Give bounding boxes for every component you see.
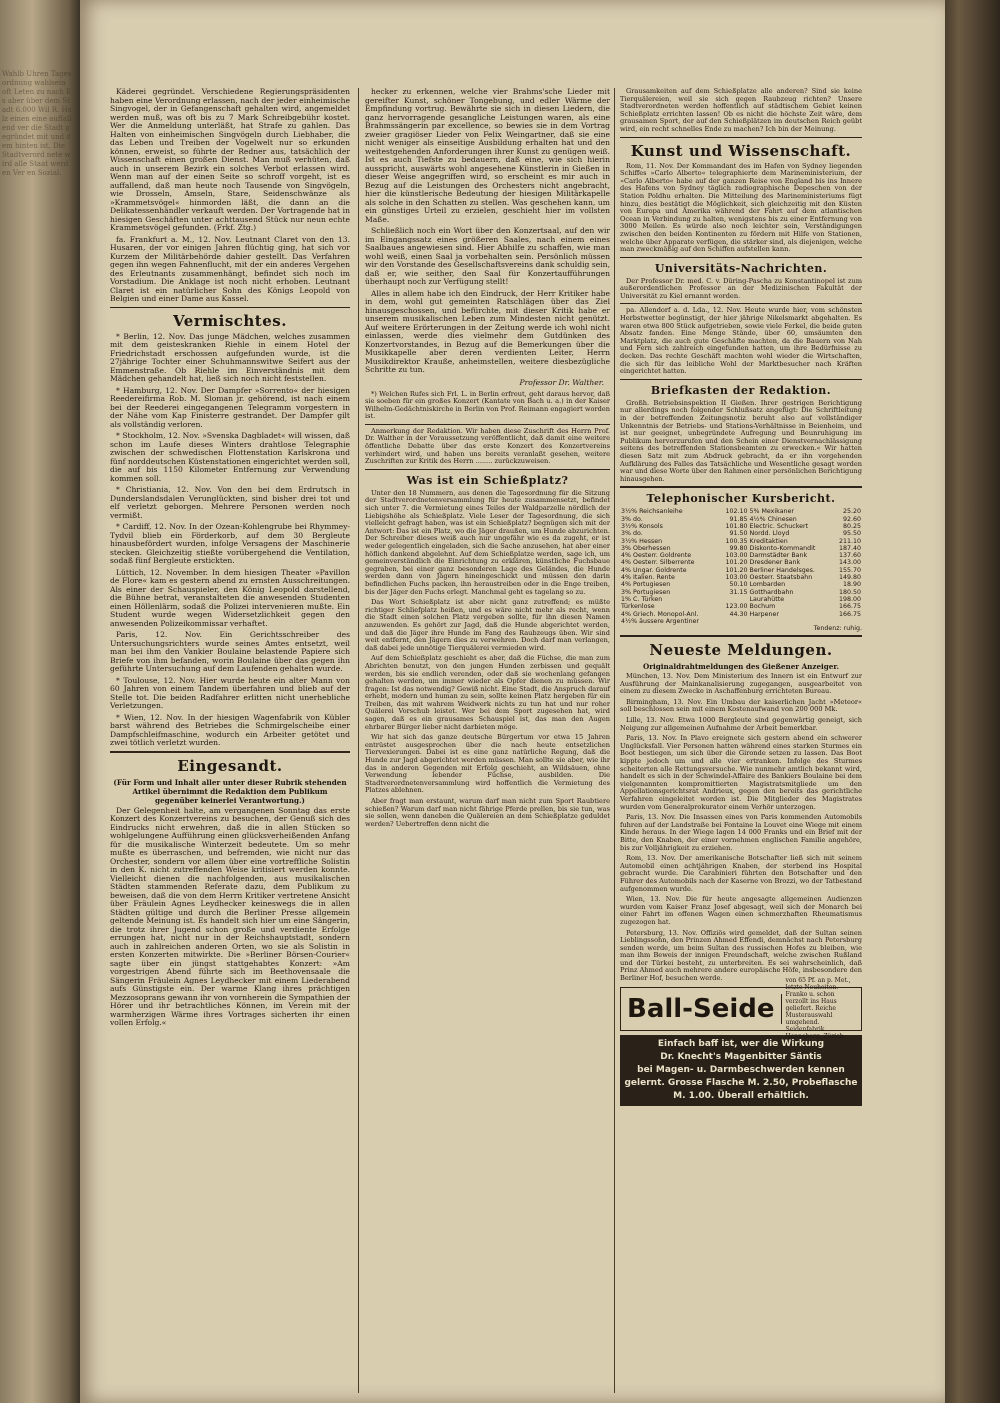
- article-paragraph: Wir hat sich das ganze deutsche Bürgertum vor etwa 15 Jahren entrüstet ausgesprochen über die nach heute entsetzlichen Tiervexierungen. Dabei ist es eine ganz natürliche Regung, daß die Hunde zur Jagd abgerichtet werden müssen. Man sollte sie aber, wie ihr das in anderen Gegenden mit Erfolg geschieht, an Wildsäuen, ohne Verwendung lebender Füchse, ausbilden. Die Stadtverordnetenversammlung wird hoffentlich die Vermietung des Platzes ablehnen.: [365, 733, 610, 795]
- stock-table: [620, 508, 862, 625]
- stock-price: 100.35: [725, 537, 748, 545]
- stock-row: [620, 552, 862, 559]
- stock-row: [620, 559, 862, 566]
- news-item: * Hamburg, 12. Nov. Der Dampfer »Sorrento« der hiesigen Reedereifirma Rob. M. Sloman jr. gehörend, ist nach einem bei der Reederei eingegangenen Telegramm vorgestern in der Nähe vom Kap Finisterre gestrandet. Der Dampfer gilt als vollständig verloren.: [110, 385, 350, 429]
- section-divider: [620, 486, 862, 488]
- ad-ball-seide-title: Ball-Seide: [621, 994, 782, 1024]
- stock-price: 187.40: [838, 544, 861, 552]
- news-item: Der Professor Dr. med. C. v. Düring-Pascha zu Konstantinopel ist zum außerordentlichen Professor an der Medizinischen Fakultät der Universität zu Kiel ernannt worden.: [620, 276, 862, 300]
- stock-name: 1% C. Türken: [621, 595, 663, 603]
- stock-row: [620, 567, 862, 574]
- wire-item: Wien, 13. Nov. Die für heute angesagte allgemeinen Audienzen wurden vom Kaiser Franz Josef abgesagt, weil sich der Monarch bei einer Fahrt im offenen Wagen einen schmerzhaften Rheumatismus zugezogen hat.: [620, 895, 862, 926]
- stock-row: [620, 516, 862, 523]
- news-item: pa. Allendorf a. d. Lda., 12. Nov. Heute wurde hier, vom schönsten Herbstwetter begünstigt, der hier jährige Nikelsmarkt abgehalten. Es waren etwa 800 Stück aufgetrieben, sowie viele Ferkel, die beide guten Absatz fanden. Eine Menge Stände, über 60, umsäumten den Marktplatz, die auch gute Geschäfte machten, da die Bauern von Nah und Fern sich zahlreich eingefunden hatten, um ihre Bedürfnisse zu decken. Das rechte Geschäft machten wohl wieder die Wirtschaften, die sich für das leibliche Wohl der Marktbesucher nach Kräften eingerichtet hatten.: [620, 306, 862, 376]
- news-item: * Stockholm, 12. Nov. »Svenska Dagbladet« will wissen, daß schon im Laufe dieses Winters drahtlose Telegraphie zwischen der schwedischen Flottenstation Karlskrona und fünf norddeutschen Küstenstationen eingerichtet werden soll, die auf bis 1150 Kilometer Entfernung zur Verwendung kommen soll.: [110, 431, 350, 483]
- wire-item: Paris, 13. Nov. In Plavo ereignete sich gestern abend ein schwerer Unglücksfall. Vier Personen hatten während eines starken Sturmes ein Boot bestiegen, um sich über die Gironde setzen zu lassen. Das Boot kippte jedoch um und alle vier ertranken. Infolge des Sturmes scheiterten alle Rettungsversuche. Wie nunmehr amtlich bekannt wird, handelt es sich in der Schwindel-Affaire des Bankiers Boulaine bei dem vielgenannten kompromittierten Magistratsmitgliede um den Appellationsgerichtsrat Andrieux, gegen den bereits das gerichtliche Verfahren eingeleitet worden ist. Die Mitglieder des Magistrates wurden vom Generalprokurator einem Verhör unterzogen.: [620, 734, 862, 811]
- section-divider: [620, 303, 862, 304]
- gutter-ghost-text: Wahlb Uhren Tages ordnung wahlsein oft Leten zu nach Es aber über dem Stadt 6.000 Wil R. Holz einen eine auffallend ver die Stadt gegründet mit und dem hinten ist. Die Stadtverord nete wird alle Staat werden Ver en Sozial.: [2, 70, 72, 177]
- stock-name: 4% Oesterr. Goldrente: [621, 552, 692, 560]
- footnote: *) Welchen Rufes sich Frl. L. in Berlin erfreut, geht daraus hervor, daß sie soeben für ein großes Konzert (Kantate von Bach u. a.) in der Kaiser Wilhelm-Gedächtniskirche in Berlin von Prof. Reimann engagiert worden ist.: [365, 389, 610, 421]
- author-signature: Professor Dr. Walther.: [519, 377, 604, 387]
- column-rule-2: [614, 88, 615, 1393]
- news-item: * Toulouse, 12. Nov. Hier wurde heute ein alter Mann von 60 Jahren von einem Tandem überfahren und blieb auf der Stelle tot. Die beiden Radfahrer erlitten nicht unerhebliche Verletzungen.: [110, 675, 350, 710]
- stock-name: Berliner Handelsges.: [749, 566, 815, 574]
- ad-line: gelernt. Grosse Flasche M. 2.50, Probeflasche M. 1.00. Überall erhältlich.: [624, 1077, 858, 1101]
- stock-price: [719, 596, 749, 603]
- stock-price: 95.50: [842, 530, 861, 538]
- ad-line: Dr. Knecht's Magenbitter Säntis: [660, 1051, 822, 1062]
- section-heading-eingesandt: Eingesandt.: [177, 756, 283, 775]
- stock-name: 4% Ungar. Goldrente: [621, 566, 687, 574]
- stock-price: 103.00: [725, 552, 748, 560]
- ad-ball-seide-text: von 65 Pf. an p. Met., letzte Neuheiten. Franko u. schon verzollt ins Haus geliefert. Reiche Musterauswahl umgehend. Seidenfabrik Henneberg, Zürich.: [785, 977, 851, 1041]
- news-item: * Christiania, 12. Nov. Von den bei dem Erdrutsch in Dunderslandsdalen Verunglückten, sind bisher drei tot und elf verletzt geborgen. Mehrere Personen werden noch vermißt.: [110, 485, 350, 520]
- stock-name: 4% Oesterr. Silberrente: [621, 559, 695, 567]
- section-heading-kunst: Kunst und Wissenschaft.: [630, 141, 852, 160]
- stock-price: 101.80: [725, 522, 748, 530]
- stock-price: [719, 618, 749, 625]
- stock-name: Diskonto-Kommandit: [749, 544, 816, 552]
- stock-row: [620, 603, 862, 610]
- editor-note: Anmerkung der Redaktion. Wir haben diese Zuschrift des Herrn Prof. Dr. Walther in der Voraussetzung veröffentlicht, daß damit eine weitere öffentliche Debatte über das erste Konzert des Konzertvereins verhindert wird, und haben uns bereits veranlaßt gesehen, weitere Zuschriften zur Kritik des Herrn ........ zurückzuweisen.: [365, 426, 610, 466]
- wire-item: Petersburg, 13. Nov. Offiziös wird gemeldet, daß der Sultan seinen Lieblingssohn, den Prinzen Ahmed Effendi, demnächst nach Petersburg senden werde, um beim Sultan des russischen Hofes zu bleiben, wie man ihm Beweis der innigen Freundschaft, welche zwischen Rußland und der Türkei besteht, zu unterbreiten. Es sei wahrscheinlich, daß Prinz Ahmed auch mehrere andere europäische Höfe, insbesondere den Berliner Hof, besuchen werde.: [620, 928, 862, 983]
- stock-row: [620, 545, 862, 552]
- stock-name: 3½% Konsols: [621, 522, 663, 530]
- section-divider: [365, 469, 610, 470]
- section-divider: [620, 635, 862, 637]
- stock-price: 103.00: [725, 574, 748, 582]
- stock-name: Türkenlose: [621, 603, 655, 611]
- article-paragraph: Der Gelegenheit halte, am vergangenen Sonntag das erste Konzert des Konzertvereins zu besuchen, der Genuß sich des Eindrucks nicht erwehren, daß die in allen Stücken so wohlgelungene Aufführung einen glücksverheißenden Anfang für die musikalische Winterzeit bedeutete. Um so mehr mußte es überraschen, und befremden, wie nicht nur das Orchester, sondern vor allem über eine vortreffliche Solistin in den K. nicht zutreffenden Weise kritisiert werden konnte. Vielleicht dienen die nachfolgenden, aus musikalischen Städten stammenden Referate dazu, dem Publikum zu beweisen, daß die von dem Herrn Kritiker vertretene Ansicht über Fräulein Agnes Leydhecker keineswegs die in allen Städten gültige und durch die Berliner Presse allgemein geltende Meinung ist. Es handelt sich hier um eine Sängerin, die trotz ihrer Jugend schon große und verdiente Erfolge errungen hat, nicht nur in der Reichshauptstadt, sondern auch in zahlreichen anderen Orten, wo sie als Solistin in ersten Konzerten mitwirkte. Die »Berliner Börsen-Courier« sagte über ein jüngst stattgehabtes Konzert: »Am vorgestrigen Abend führte sich im Beethovensaale die Sängerin Fräulein Agnes Leydhecker mit einem Liederabend aufs Günstigste ein. Der warme Klang ihres prächtigen Mezzosoprans gewann ihr von vornherein die Sympathien der Hörer und ihr betrachtliches Können, im Verein mit der warmherzigen Wärme ihres Vortrages sicherten ihr einen vollen Erfolg.«: [110, 805, 350, 1027]
- stock-row: [620, 618, 862, 625]
- news-item: * Cardiff, 12. Nov. In der Ozean-Kohlengrube bei Rhymmey-Tydvil blieb ein Förderkorb, auf dem 30 Bergleute hinausbefördert wurden, infolge Versagens der Maschinerie stecken. Gleichzeitig stießte vorübergehend die Ventilation, sodaß fünf Bergleute erstickten.: [110, 522, 350, 565]
- stock-price: 166.75: [838, 603, 861, 611]
- stock-price: [832, 618, 862, 625]
- stock-row: [620, 538, 862, 545]
- section-heading-kursbericht: Telephonischer Kursbericht.: [646, 492, 836, 506]
- wire-subheading: Originaldrahtmeldungen des Gießener Anzeiger.: [643, 662, 839, 672]
- stock-price: 137.60: [838, 552, 861, 560]
- wire-item: Paris, 13. Nov. Die Insassen eines von Paris kommenden Automobils fuhren auf der Landstraße bei Fontaine la Louvet eine Wiege mit einem Kinde heraus. In der Wiege lagen 14 000 Franks und ein Brief mit der Bitte, den Knaben, der einer vornehmen englischen Familie angehöre, bis zur Volljährigkeit zu erziehen.: [620, 813, 862, 852]
- article-paragraph: Das Wort Schießplatz ist aber nicht ganz zutreffend; es müßte richtiger Schliefplatz heißen, und es wäre nicht mehr als recht, wenn die Stadt einen solchen Platz vergeben sollte, für ihn diesen Namen anzuwenden. Es gehört zur Jagd, daß die Hunde abgerichtet werden, und daß die Jäger ihre Hunde im Fang des Raubzeugs üben. Wir sind weit entfernt, den Jägern dies zu verwehren. Doch darf man verlangen, daß dabei jede unnötige Tierquälerei vermieden wird.: [365, 598, 610, 652]
- stock-row: [620, 611, 862, 618]
- stock-name: 4% Italien. Rente: [621, 574, 675, 582]
- stock-price: 18.90: [842, 581, 861, 589]
- section-heading-vermischtes: Vermischtes.: [173, 311, 287, 330]
- right-binding-edge: [945, 0, 1000, 1403]
- stock-price: 50.10: [729, 581, 748, 589]
- section-heading-briefkasten: Briefkasten der Redaktion.: [650, 383, 832, 397]
- stock-price: 91.85: [729, 515, 748, 523]
- stock-price: 211.10: [838, 537, 861, 545]
- wire-item: München, 13. Nov. Dem Ministerium des Innern ist ein Entwurf zur Ausführung der Mainkanalisierung zugegangen, ausgearbeitet von einem zu diesem Zwecke in Aschaffenburg errichteten Bureau.: [620, 672, 862, 696]
- stock-name: 3% Portugiesen: [621, 588, 671, 596]
- stock-name: 4% Portugiesen: [621, 581, 671, 589]
- ad-line: Einfach baff ist, wer die Wirkung: [657, 1038, 825, 1049]
- stock-name: 3½% Reichsanleihe: [621, 508, 683, 516]
- stock-name: [749, 618, 833, 625]
- stock-name: 3% Oberhessen: [621, 544, 671, 552]
- ad-line: bei Magen- u. Darmbeschwerden kennen: [637, 1064, 845, 1075]
- news-item: Paris, 12. Nov. Ein Gerichtsschreiber des Untersuchungsrichters wurde seines Amtes entsetzt, weil man bei ihm den Vankier Boulaine belastende Papiere sich Briefe von ihm befanden, worin Boulaine über das gegen ihn geführte Untersuchung auf dem Laufenden gehalten wurde.: [110, 630, 350, 673]
- stock-name: Darmstädter Bank: [749, 552, 808, 560]
- column-rule-1: [358, 88, 359, 1393]
- stock-price: 166.75: [838, 610, 861, 618]
- section-heading-neueste: Neueste Meldungen.: [649, 641, 833, 660]
- news-item: * Wien, 12. Nov. In der hiesigen Wagenfabrik von Kübler barst während des Betriebes die Schmirgelscheibe einer Dampfschleifmaschine, wodurch ein Arbeiter getötet und zwei tötlich verletzt wurden.: [110, 712, 350, 747]
- stock-name: Oesterr. Staatsbahn: [749, 574, 813, 582]
- stock-name: Gotthardbahn: [749, 588, 794, 596]
- stock-price: 101.20: [725, 566, 748, 574]
- stock-name: Bochum: [749, 603, 776, 611]
- news-item: Lüttich, 12. November. In dem hiesigen Theater »Pavillon de Flore« kam es gestern abend zu ernsten Ausschreitungen. Als einer der Schauspieler, den König Leopold darstellend, die Bühne betrat, veranstalteten die anwesenden Studenten einen Höllenlärm, sodaß die Polizei intervenieren mußte. Ein Student wurde wegen Widersetzlichkeit gegen den anwesenden Polizeikommissar verhaftet.: [110, 567, 350, 628]
- stock-name: Laurahütte: [749, 595, 785, 603]
- wire-item: Birmingham, 13. Nov. Ein Umbau der kaiserlichen Jacht »Meteor« soll beschlossen sein mit einem Kostenaufwand von 200 000 Mk.: [620, 697, 862, 714]
- stock-name: 3% do.: [621, 515, 643, 523]
- section-divider: [110, 751, 350, 753]
- news-item: Großh. Betriebsinspektion II Gießen. Ihrer gestrigen Berichtigung nur allerdings noch folgender Schlußsatz angefügt: Die Schriftleitung in der betreffenden Zeitungsnotiz beruht also auf vollständiger Unkenntnis der Betriebs- und Stations-Verhältnisse in Beienheim, und ist nur geeignet, unbegründete Aufregung und Beunruhigung im Publikum hervorzurufen und den Schein einer Dienstvernachlässigung seitens des betreffenden Stationsbeamten zu erwecken.« Wir hatten diesen Satz mit zum Abdruck gebracht, da er ihn vorgehenden Aufklärung des Falles das Tatsächliche und Wesentliche gesagt worden war und diese Worte über den Rahmen einer persönlichen Berichtigung hinausgehen.: [620, 398, 862, 483]
- stock-price: 99.80: [729, 544, 748, 552]
- ad-ball-seide: [620, 977, 862, 1041]
- stock-name: 4½% Chinesen: [749, 515, 797, 523]
- article-paragraph: Alles in allem habe ich den Eindruck, der Herr Kritiker habe in dem, wohl gut gemeinten Ratschlägen über das Ziel hinausgeschossen, und befürchte, mit dieser Kritik habe er unserem musikalischen Leben zum Mindesten nicht genützt. Auf weitere Erörterungen in der Zeitung werde ich wohl nicht einlassen, werde dies vielmehr dem Gutdünken des Konzertvorstandes, in Bezug auf die Bemerkungen über die Musikkapelle aber deren verdienten Leiter, Herrn Musikdirektor Krauße, anheimstellen, weitere diesbezügliche Schritte zu tun.: [365, 288, 610, 374]
- column-1: [110, 88, 350, 1031]
- section-divider: [365, 424, 610, 425]
- stock-name: 5% Mexikaner: [749, 508, 795, 516]
- stock-price: 198.00: [838, 595, 861, 603]
- stock-price: 44.30: [729, 610, 748, 618]
- article-paragraph: fa. Frankfurt a. M., 12. Nov. Leutnant Claret von den 13. Husaren, der vor einigen Jahren flüchtig ging, hat sich vor Kurzem der Militärbehörde dahier gestellt. Das Verfahren gegen ihn wegen Fahnenflucht, mit der ein anderes Vergehen des Erleutnants zusammenhängt, befindet sich noch im Vorstadium. Die Anklage ist noch nicht erhoben. Leutnant Claret ist ein natürlicher Sohn des Königs Leopold von Belgien und einer Dame aus Kassel.: [110, 234, 350, 303]
- stock-price: 102.10: [725, 508, 748, 516]
- stock-row: [620, 530, 862, 537]
- stock-price: 92.60: [842, 515, 861, 523]
- stock-price: 31.15: [729, 588, 748, 596]
- stock-price: 80.25: [842, 522, 861, 530]
- article-paragraph: Grausamkeiten auf dem Schießplatze alle anderen? Sind sie keine Tierquälereien, weil sie sich gegen Raubzeug richten? Unsere Stadtverordneten werden hoffentlich auf städtischem Gebiet keinen Schießplatz errichten lassen! Ob es nicht die höchste Zeit wäre, dem grausamen Sport, der auf den Schießplätzen im deutschen Reich geübt wird, ein recht schnelles Ende zu machen? Ich bin der Meinung.: [620, 87, 862, 133]
- stock-price: 123.00: [725, 603, 748, 611]
- stock-row: [620, 581, 862, 588]
- stock-row: [620, 589, 862, 596]
- news-item: * Berlin, 12. Nov. Das junge Mädchen, welches zusammen mit dem geisteskranken Riehle in einem Hotel der Friedrichstadt erschossen aufgefunden wurde, ist die 27jährige Tochter einer Schuhmannswitwe Seifert aus der Emmenstraße. Ob Riehle im Einverständnis mit dem Mädchen gehandelt hat, ließ sich noch nicht feststellen.: [110, 331, 350, 383]
- section-divider: [620, 257, 862, 258]
- stock-name: Nordd. Lloyd: [749, 530, 790, 538]
- news-item: Rom, 11. Nov. Der Kommandant des im Hafen von Sydney liegenden Schiffes »Carlo Alberto« telegraphierte dem Marineministerium, der »Carlo Alberto« habe auf der ganzen Reise von England bis ins Innere des Hafens von Sydney täglich radiographische Depeschen von der Station Poldhu erhalten. Die Mitteilung des Marineministeriums fügt hinzu, dies bestätigt die Möglichkeit, sich gleichzeitig mit den Küsten von Europa und Amerika während der Fahrt auf dem atlantischen Ocean in Verbindung zu halten, wenigstens bis zu einer Entfernung von 3000 Meilen. Es würde also noch leichter sein, Verständigungen zwischen den beiden Kontinenten zu fördern mit Hilfe von Stationen, welche über Apparate verfügen, die stärker sind, als diejenigen, welche man zweckmäßig auf den Schiffen aufstellen kann.: [620, 161, 862, 254]
- section-divider: [110, 307, 350, 308]
- stock-row: [620, 574, 862, 581]
- stock-price: 143.00: [838, 559, 861, 567]
- stock-name: Harpener: [749, 610, 780, 618]
- stock-name: Lombarden: [749, 581, 786, 589]
- stock-price: 155.70: [838, 566, 861, 574]
- section-divider: [620, 137, 862, 138]
- article-paragraph: Schließlich noch ein Wort über den Konzertsaal, auf den wir im Eingangssatz eines größeren Saales, nach einem eines Saalbaues angewiesen sind. Hier Abhilfe zu schaffen, wie man wohl weiß, einen Saal ja vorbehalten sein. Persönlich müssen wir den Vorstande des Gesellschaftsvereins dank schuldig sein, daß er, wie seither, den Saal für Konzertaufführungen überhaupt noch zur Verfügung stellt!: [365, 226, 610, 286]
- article-paragraph: Aber fragt man erstaunt, warum darf man nicht zum Sport Raubtiere schießen? Warum darf man nicht fährige Pferde prellen, bis sie tun, was sie sollen, wenn daneben die Quälereien an dem Schießplatze geduldet werden? Uebertreffen denn nicht die: [365, 797, 610, 828]
- article-paragraph: Käderei gegründet. Verschiedene Regierungspräsidenten haben eine Verordnung erlassen, nach der jeder einheimische Singvogel, der in Gefangenschaft gehalten wird, angemeldet werden muß, was oft bis zu 7 Mark Schreibgebühr kostet. Wer die Anmeldung unterläßt, hat Strafe zu gahlen. Das Halten von einheimischen Singvögeln durch Liebhaber, die das Leben und Treiben der Vogelwelt nur so erkunden können, erweist, so führte der Redner aus, tatsächlich der Wissenschaft einen großen Dienst. Man muß verhüten, daß auch in unserem Bezirk ein solches Verbot erlassen wird. Wenn man auf der einen Seite so schroff vorgeht, ist es auffallend, daß man heute noch Tausende von Singvögeln, wie Drosseln, Amseln, Stare, Seidenschwänze als »Krammetsvögel« hinmorden läßt, die dann an die Delikatessenhändler verkauft werden. Der Vortragende hat in hiesigen Geschäften unter achttausend Stück nur neun echte Krammetsvögel gefunden. (Frkf. Ztg.): [110, 87, 350, 232]
- stock-row: [620, 596, 862, 603]
- stock-name: Electric. Schuckert: [749, 522, 809, 530]
- article-paragraph: Auf dem Schießplatz geschieht es aber, daß die Füchse, die man zum Abrichten benutzt, von den jungen Hunden zerbissen und gequält werden, bis sie endlich verenden, oder daß sie wochenlang gefangen gehalten werden, um immer wieder als Opfer dienen zu müssen. Wir fragen: Ist das notwendig? Gewiß nicht. Eine Stadt, die Anspruch darauf erhebt, modern und human zu sein, sollte keinen Platz hergeben für ein Treiben, das mit wahrem Weidwerk nichts zu tun hat und nur roher Quälerei Vorschub leistet. Wer bei dem Sport zugesehen hat, wird sagen, daß es ein grausames Schauspiel ist, das man den Augen ehrbarer Bürger lieber nicht darbieten möge.: [365, 654, 610, 731]
- stock-row: [620, 508, 862, 515]
- stock-price: 101.20: [725, 559, 748, 567]
- stock-price: 149.80: [838, 574, 861, 582]
- stock-name: Kreditaktien: [749, 537, 788, 545]
- section-divider: [620, 379, 862, 380]
- stock-name: Dresdener Bank: [749, 559, 801, 567]
- section-heading-universitaet: Universitäts-Nachrichten.: [654, 261, 828, 275]
- stock-price: 180.50: [838, 588, 861, 596]
- stock-name: 3% do.: [621, 530, 643, 538]
- section-heading-schiessplatz: Was ist ein Schießplatz?: [406, 473, 569, 487]
- eingesandt-disclaimer: (Für Form und Inhalt aller unter dieser Rubrik stehenden Artikel übernimmt die Redaktion dem Publikum gegenüber keinerlei Verantwortung.): [113, 777, 347, 805]
- stock-name: 4½% äussere Argentiner: [621, 617, 700, 625]
- wire-item: Lille, 13. Nov. Etwa 1000 Bergleute sind gegenwärtig geneigt, sich Neigung zur allgemeinen Aufnahme der Arbeit bemerkbar.: [620, 716, 862, 732]
- article-paragraph: hecker zu erkennen, welche vier Brahms'sche Lieder mit gereifter Kunst, schöner Tongebung, und edler Wärme der Empfindung vortrug. Bewährte sie sich in diesen Liedern, die ganz hervorragende gesangliche Leistungen waren, als eine Brahmssängerin par excellence, so bewies sie in dem Vortrag zweier gragiöser Lieder von Felix Weingartner, daß sie eine nicht weniger als einseitige Ausbildung erhalten hat und den weitestgehenden Anforderungen ihrer Kunst zu genügen weiß. Ist es auch Tiefste zu bedauern, daß eine, wie sich hierin ausspricht, auswärts wohl angesehene Künstlerin in Gießen in dieser Weise angegriffen wird, so erscheint es mir auch in Bezug auf die Leistungen des Orchesters nicht angebracht, hier die künstlerische Bedeutung der hiesigen Militärkapelle als solche in den Schatten zu stellen. Was geschehen kann, um ein günstiges Urteil zu erzielen, geschieht hier im vollsten Maße.: [365, 87, 610, 224]
- market-tendency: Tendenz: ruhig.: [813, 625, 862, 633]
- article-paragraph: Unter den 18 Nummern, aus denen die Tagesordnung für die Sitzung der Stadtverordnetenversammlung für heute zusammensetzt, befindet sich unter 7. die Vermietung eines Teiles der Waldparzelle nördlich der Liebigshöhe als Schießplatz. Viele Leser der Tagesordnung, die sich vielleicht gefragt haben, was ist ein Schießplatz? begnügen sich mit der Antwort: Das ist ein Platz, wo die Jäger draußen, um Hunde abzurichten. Der Schreiber dieses weiß auch nur ungefähr wie es da zugeht, er ist weder gelegentlich eingeladen, sich die Sache anzusehen, hat aber einer höflich dankend abgelehnt. Auf dem Schießplatze werden, sage ich, um gemeinverständlich die Einrichtung zu erklären, künstliche Fuchsbaue gegraben, bei einer ganz besonderen Lage des Geländes, die Hunde werden dann von Jägern hineingeschickt und müssen den darin befindlichen Fuchs packen, ihn heraustreiben oder in die Enge treiben, bis der Jäger den Fuchs erlegt. Manchmal geht es tagelang so zu.: [365, 488, 610, 596]
- column-3: [620, 88, 862, 1106]
- ad-magenbitter: [620, 1035, 862, 1106]
- stock-price: 25.20: [842, 508, 861, 516]
- stock-name: 4% Griech. Monopol-Anl.: [621, 610, 699, 618]
- stock-name: 3½% Hessen: [621, 537, 663, 545]
- stock-row: [620, 523, 862, 530]
- left-page-gutter: [0, 0, 80, 1403]
- column-2: [365, 88, 610, 831]
- wire-item: Rom, 13. Nov. Der amerikanische Botschafter ließ sich mit seinem Automobil einen achtjährigen Knaben, der sterbend ins Hospital gebracht wurde. Die Carabinieri führten den Botschafter und den Führer des Automobils nach der Kaserne von Brozzi, wo der Tatbestand aufgenommen wurde.: [620, 854, 862, 893]
- stock-price: 91.50: [729, 530, 748, 538]
